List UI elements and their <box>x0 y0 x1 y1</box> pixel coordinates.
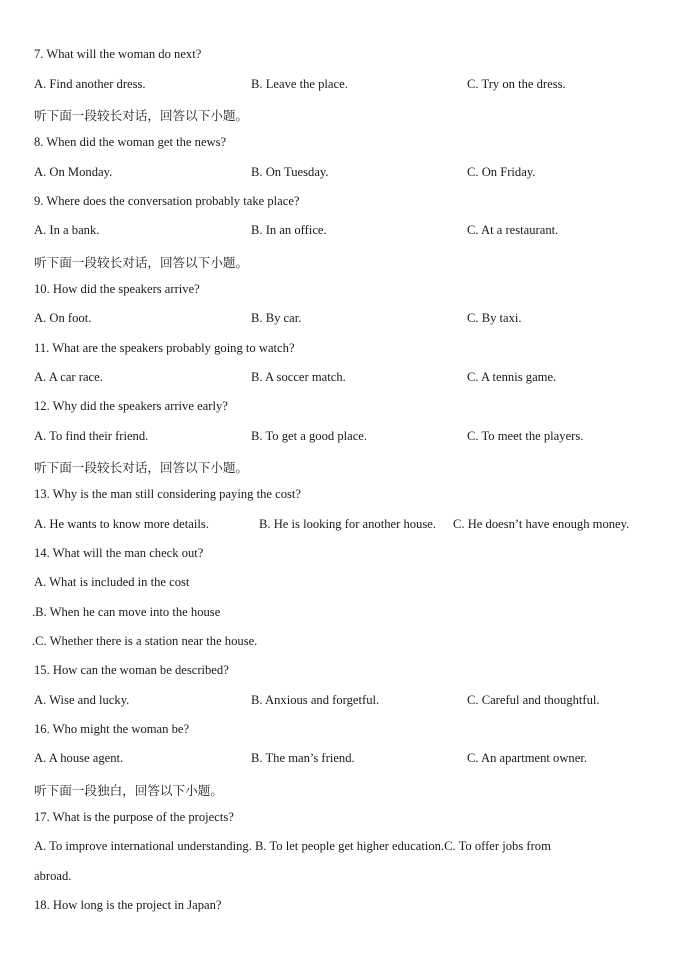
question-14-option-c: .C. Whether there is a station near the house. <box>32 634 258 648</box>
question-12-stem: 12. Why did the speakers arrive early? <box>34 399 228 413</box>
question-16-option-c: C. An apartment owner. <box>467 751 587 765</box>
question-7-option-b: B. Leave the place. <box>251 77 348 91</box>
question-9-stem: 9. Where does the conversation probably take place? <box>34 194 300 208</box>
question-14-option-a: A. What is included in the cost <box>34 575 190 589</box>
question-9-option-a: A. In a bank. <box>34 223 100 237</box>
question-11-option-a: A. A car race. <box>34 370 103 384</box>
question-11-option-b: B. A soccer match. <box>251 370 346 384</box>
question-16-option-b: B. The man’s friend. <box>251 751 355 765</box>
question-15-stem: 15. How can the woman be described? <box>34 663 229 677</box>
question-7-option-c: C. Try on the dress. <box>467 77 566 91</box>
question-16-option-a: A. A house agent. <box>34 751 124 765</box>
question-8-stem: 8. When did the woman get the news? <box>34 135 227 149</box>
question-13-option-b: B. He is looking for another house. <box>259 517 436 531</box>
question-14-option-b: .B. When he can move into the house <box>32 605 221 619</box>
question-13-option-c: C. He doesn’t have enough money. <box>453 517 630 531</box>
listening-instruction: 听下面一段较长对话，回答以下小题。 <box>34 460 249 475</box>
question-13-option-a: A. He wants to know more details. <box>34 517 209 531</box>
question-15-option-a: A. Wise and lucky. <box>34 693 130 707</box>
question-12-option-c: C. To meet the players. <box>467 429 584 443</box>
question-12-option-b: B. To get a good place. <box>251 429 368 443</box>
question-11-option-c: C. A tennis game. <box>467 370 557 384</box>
question-15-option-b: B. Anxious and forgetful. <box>251 693 380 707</box>
question-17-options-wrap: abroad. <box>34 869 72 883</box>
question-17-stem: 17. What is the purpose of the projects? <box>34 810 234 824</box>
question-16-stem: 16. Who might the woman be? <box>34 722 190 736</box>
listening-instruction: 听下面一段独白，回答以下小题。 <box>34 783 223 798</box>
question-7-stem: 7. What will the woman do next? <box>34 47 202 61</box>
question-9-option-b: B. In an office. <box>251 223 327 237</box>
question-10-option-b: B. By car. <box>251 311 302 325</box>
question-8-option-a: A. On Monday. <box>34 165 113 179</box>
question-18-stem: 18. How long is the project in Japan? <box>34 898 222 912</box>
question-10-stem: 10. How did the speakers arrive? <box>34 282 200 296</box>
question-14-stem: 14. What will the man check out? <box>34 546 204 560</box>
question-12-option-a: A. To find their friend. <box>34 429 149 443</box>
question-7-option-a: A. Find another dress. <box>34 77 146 91</box>
question-13-stem: 13. Why is the man still considering paying the cost? <box>34 487 301 501</box>
question-15-option-c: C. Careful and thoughtful. <box>467 693 600 707</box>
question-9-option-c: C. At a restaurant. <box>467 223 559 237</box>
listening-instruction: 听下面一段较长对话，回答以下小题。 <box>34 108 249 123</box>
question-8-option-b: B. On Tuesday. <box>251 165 329 179</box>
question-10-option-c: C. By taxi. <box>467 311 522 325</box>
question-10-option-a: A. On foot. <box>34 311 92 325</box>
question-17-options-line: A. To improve international understanding. B. To let people get higher education.C. To offer jobs from <box>34 839 551 853</box>
question-11-stem: 11. What are the speakers probably going to watch? <box>34 341 295 355</box>
question-8-option-c: C. On Friday. <box>467 165 536 179</box>
listening-instruction: 听下面一段较长对话，回答以下小题。 <box>34 255 249 270</box>
